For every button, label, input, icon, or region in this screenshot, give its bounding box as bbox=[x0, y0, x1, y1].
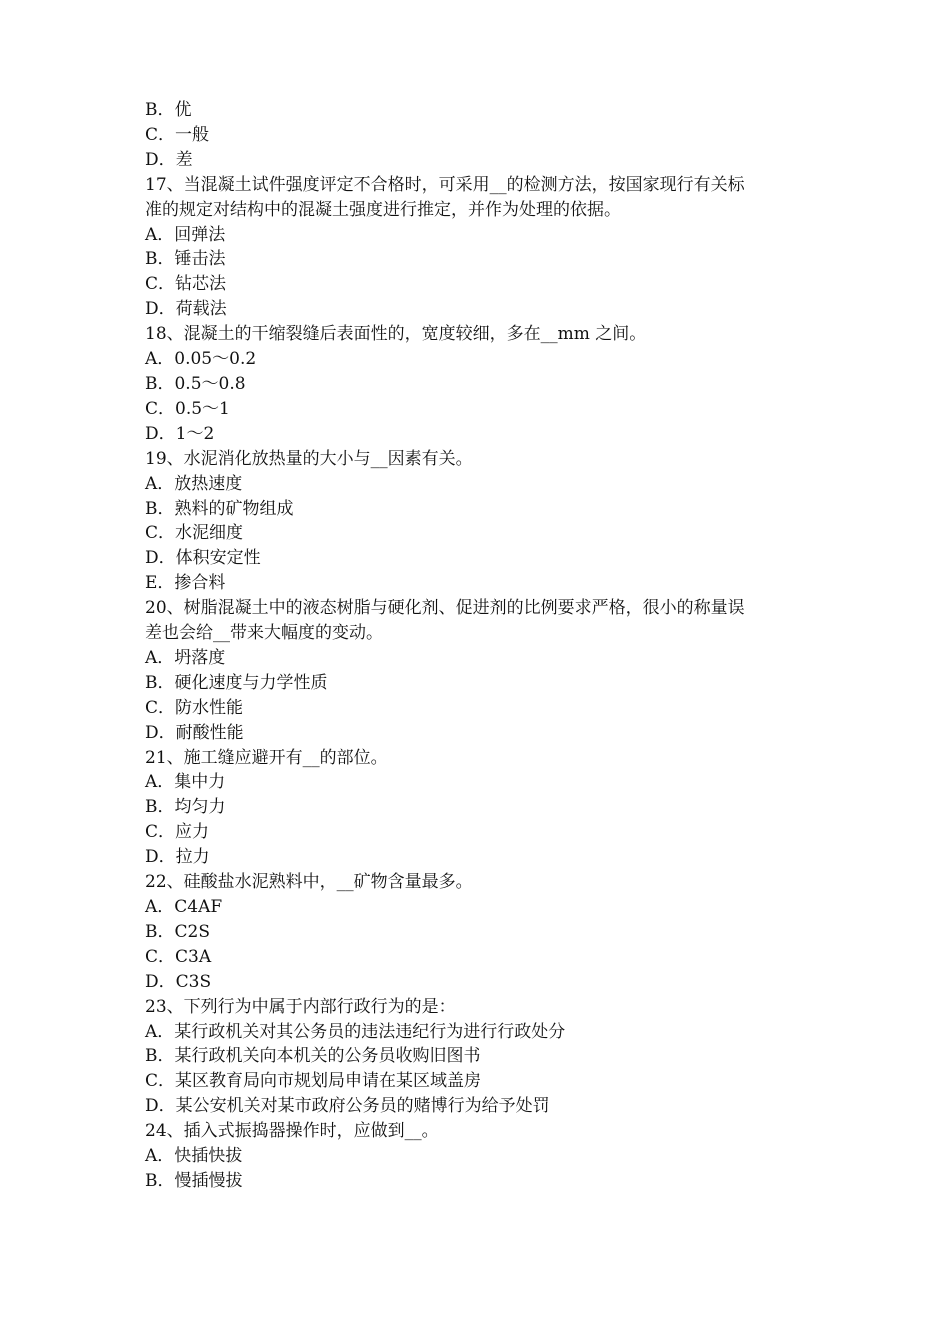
option-line: D．荷载法 bbox=[145, 299, 227, 320]
option-line: A．坍落度 bbox=[145, 647, 226, 668]
option-line: B．0.5～0.8 bbox=[145, 373, 246, 394]
question-line: 21、施工缝应避开有__的部位。 bbox=[145, 747, 388, 768]
question-line: 23、下列行为中属于内部行政行为的是： bbox=[145, 996, 456, 1017]
option-line: C．钻芯法 bbox=[145, 274, 227, 295]
option-line: A．某行政机关对其公务员的违法违纪行为进行行政处分 bbox=[145, 1021, 566, 1042]
option-line: B．C2S bbox=[145, 921, 210, 942]
option-line: B．锤击法 bbox=[145, 249, 226, 270]
question-line: 17、当混凝土试件强度评定不合格时，可采用__的检测方法，按国家现行有关标 bbox=[145, 174, 745, 195]
option-line: A．回弹法 bbox=[145, 224, 226, 245]
option-line: A．C4AF bbox=[145, 897, 223, 917]
question-line: 20、树脂混凝土中的液态树脂与硬化剂、促进剂的比例要求严格，很小的称量误 bbox=[145, 598, 745, 619]
option-line: C．0.5～1 bbox=[145, 398, 230, 419]
option-line: B．硬化速度与力学性质 bbox=[145, 672, 328, 693]
option-line: B．均匀力 bbox=[145, 797, 226, 818]
option-line: D．体积安定性 bbox=[145, 548, 261, 569]
option-line: D．拉力 bbox=[145, 847, 210, 868]
option-line: A．0.05～0.2 bbox=[145, 349, 257, 370]
option-line: C．一般 bbox=[145, 124, 210, 145]
option-line: B．优 bbox=[145, 100, 192, 120]
question-line: 22、硅酸盐水泥熟料中，__矿物含量最多。 bbox=[145, 872, 473, 893]
question-line: 18、混凝土的干缩裂缝后表面性的，宽度较细，多在__mm 之间。 bbox=[145, 324, 647, 345]
option-line: C．水泥细度 bbox=[145, 523, 244, 544]
option-line: C．防水性能 bbox=[145, 697, 244, 718]
option-line: C．应力 bbox=[145, 822, 210, 843]
question-line: 24、插入式振捣器操作时，应做到__。 bbox=[145, 1121, 439, 1142]
option-line: C．C3A bbox=[145, 946, 212, 967]
option-line: D．耐酸性能 bbox=[145, 722, 244, 743]
option-line: B．熟料的矿物组成 bbox=[145, 498, 294, 519]
option-line: B．某行政机关向本机关的公务员收购旧图书 bbox=[145, 1046, 481, 1067]
option-line: D．某公安机关对某市政府公务员的赌博行为给予处罚 bbox=[145, 1096, 550, 1117]
option-line: E．掺合料 bbox=[145, 573, 226, 594]
question-text-body bbox=[145, 98, 825, 1194]
option-line: A．放热速度 bbox=[145, 473, 243, 494]
option-line: D．差 bbox=[145, 149, 193, 170]
option-line: A．快插快拔 bbox=[145, 1146, 243, 1167]
question-line: 差也会给__带来大幅度的变动。 bbox=[145, 623, 383, 644]
question-line: 准的规定对结构中的混凝土强度进行推定，并作为处理的依据。 bbox=[145, 199, 621, 220]
option-line: A．集中力 bbox=[145, 772, 226, 793]
option-line: D．1～2 bbox=[145, 423, 215, 444]
option-line: D．C3S bbox=[145, 971, 212, 992]
option-line: B．慢插慢拔 bbox=[145, 1170, 243, 1191]
question-line: 19、水泥消化放热量的大小与__因素有关。 bbox=[145, 448, 473, 469]
option-line: C．某区教育局向市规划局申请在某区域盖房 bbox=[145, 1071, 482, 1092]
